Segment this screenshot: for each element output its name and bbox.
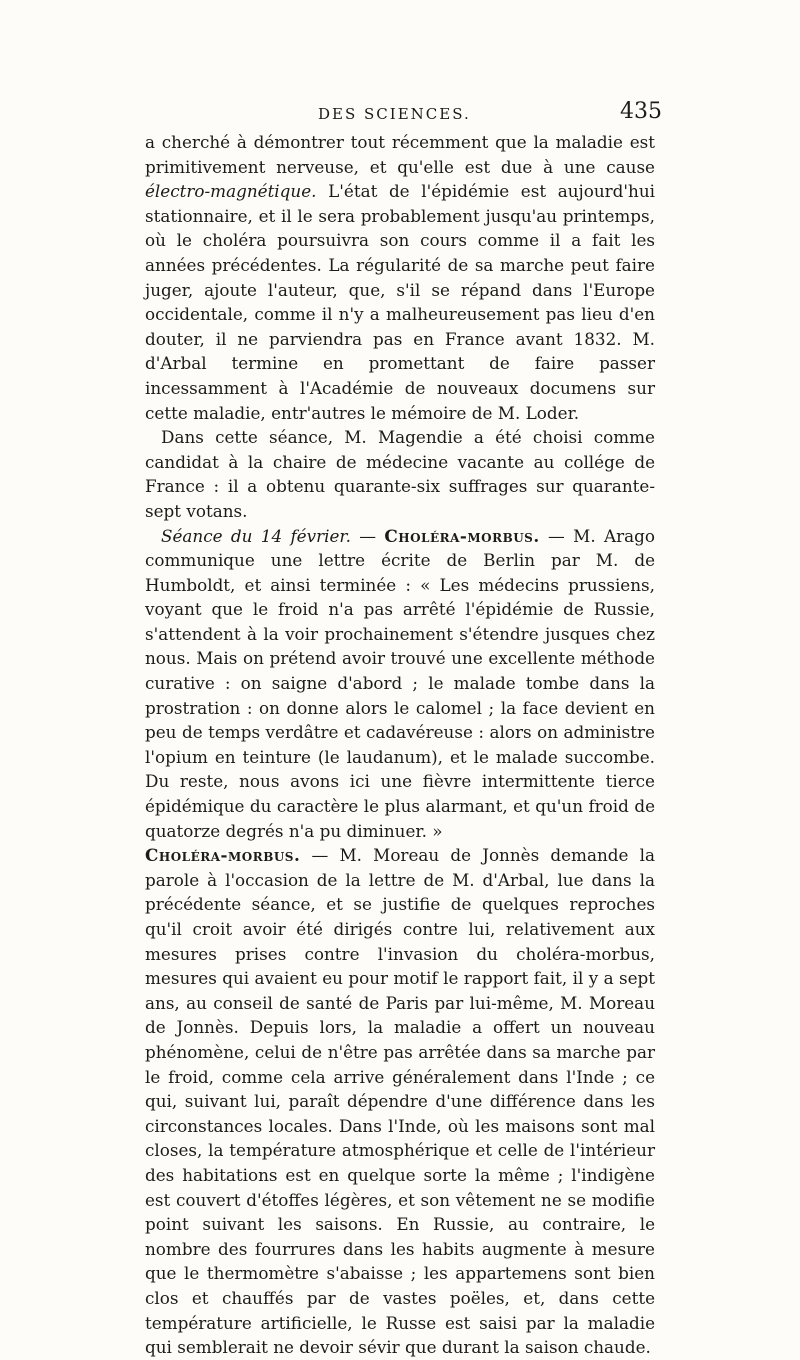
paragraph-4 bbox=[145, 843, 655, 1359]
paragraph-3 bbox=[145, 524, 655, 844]
paragraph-2: Dans cette séance, M. Magendie a été choisi comme candidat à la chaire de médecine vacante au collége de France : il a obtenu quarante-six suffrages sur quarante-sept votans. bbox=[145, 427, 655, 521]
paragraph-3-dash: — bbox=[350, 525, 385, 546]
page-number: 435 bbox=[620, 99, 662, 124]
paragraph-1-text: a cherché à démontrer tout récemment que la maladie est primitivement nerveuse, et qu'elle est due à une cause bbox=[145, 132, 655, 177]
body-text bbox=[145, 130, 655, 1360]
section-heading-cholera: Choléra-morbus. bbox=[384, 525, 540, 546]
paragraph-3-text: — M. Arago communique une lettre écrite de Berlin par M. de Humboldt, et ainsi terminée : « Les médecins prussiens, voyant que le froid n'a pas arrêté l'épidémie de Russie, s'attendent à la voir prochainement s'étendre jusques chez nous. Mais on prétend avoir trouvé une excellente méthode curative : on saigne d'abord ; le malade tombe dans la prostration : on donne alors le calomel ; la face devient en peu de temps verdâtre et cadavéreuse : alors on administre l'opium en teinture (le laudanum), et le malade succombe. Du reste, nous avons ici une fièvre intermittente tierce épidémique du caractère le plus alarmant, et qu'un froid de quatorze degrés n'a pu diminuer. » bbox=[145, 525, 655, 841]
section-heading-cholera-2: Choléra-morbus. bbox=[145, 845, 301, 866]
running-head: DES SCIENCES. bbox=[318, 105, 471, 123]
seance-date: Séance du 14 février. bbox=[161, 525, 351, 546]
paragraph-1-italic: électro-magnétique. bbox=[145, 181, 317, 202]
paragraph-1 bbox=[145, 130, 655, 425]
page-header bbox=[0, 99, 800, 129]
paragraph-4-text: — M. Moreau de Jonnès demande la parole à l'occasion de la lettre de M. d'Arbal, lue dans la précédente séance, et se justifie de quelques reproches qu'il croit avoir été dirigés contre lui, relativement aux mesures prises contre l'invasion du choléra-morbus, mesures qui avaient eu pour motif le rapport fait, il y a sept ans, au conseil de santé de Paris par lui-même, M. Moreau de Jonnès. Depuis lors, la maladie a offert un nouveau phénomène, celui de n'être pas arrêtée dans sa marche par le froid, comme cela arrive généralement dans l'Inde ; ce qui, suivant lui, paraît dépendre d'une différence dans les circonstances locales. Dans l'Inde, où les maisons sont mal closes, la température atmosphérique et celle de l'intérieur des habitations est en quelque sorte la même ; l'indigène est couvert d'étoffes légères, et son vêtement ne se modifie point suivant les saisons. En Russie, au contraire, le nombre des fourrures dans les habits augmente à mesure que le thermomètre s'abaisse ; les appartemens sont bien clos et chauffés par de vastes poëles, et, dans cette température artificielle, le Russe est saisi par la maladie qui semblerait ne devoir sévir que durant la saison chaude. bbox=[145, 845, 655, 1358]
paragraph-1-rest: L'état de l'épidémie est aujourd'hui stationnaire, et il le sera probablement jusqu'au printemps, où le choléra poursuivra son cours comme il a fait les années précédentes. La régularité de sa marche peut faire juger, ajoute l'auteur, que, s'il se répand dans l'Europe occidentale, comme il n'y a malheureusement pas lieu d'en douter, il ne parviendra pas en France avant 1832. M. d'Arbal termine en promettant de faire passer incessamment à l'Académie de nouveaux documens sur cette maladie, entr'autres le mémoire de M. Loder. bbox=[145, 181, 655, 423]
